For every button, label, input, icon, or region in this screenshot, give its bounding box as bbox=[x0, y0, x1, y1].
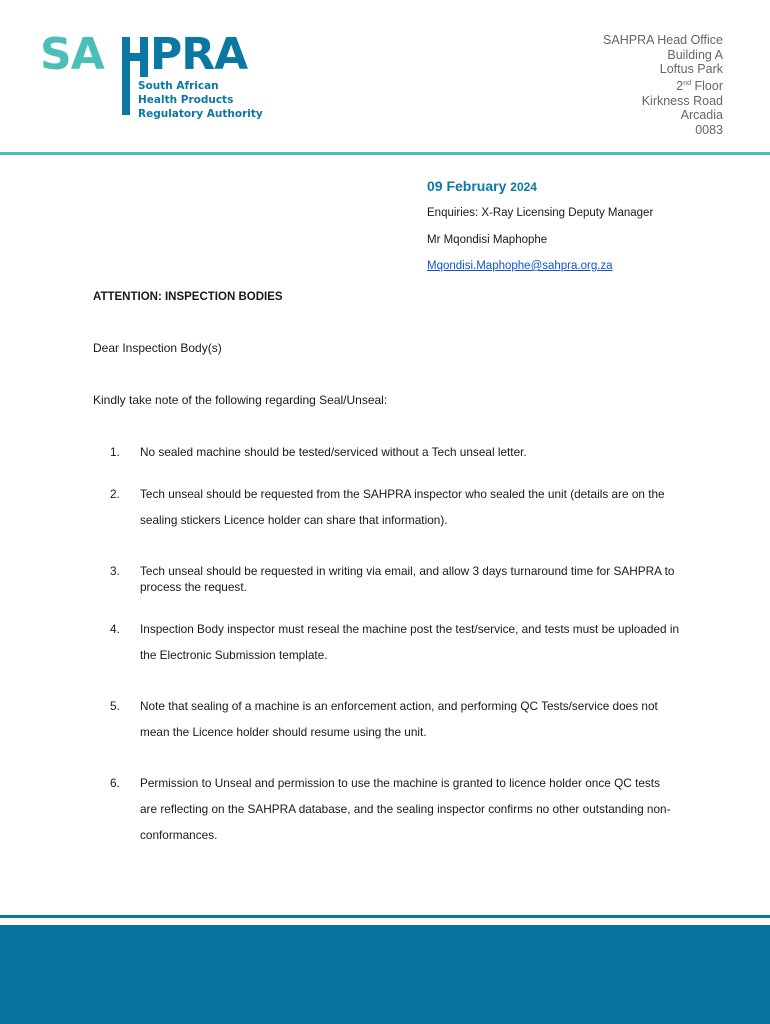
contact-email-link[interactable]: Mqondisi.Maphophe@sahpra.org.za bbox=[427, 260, 613, 272]
address-line-5: Kirkness Road bbox=[641, 93, 723, 108]
list-item-number: 5. bbox=[110, 699, 120, 713]
footer-band bbox=[0, 925, 770, 1024]
address-line-3: Loftus Park bbox=[659, 62, 723, 77]
contact-name: Mr Mqondisi Maphophe bbox=[427, 234, 548, 246]
list-item-text: Tech unseal should be requested from the SAHPRA inspector who sealed the unit (details are on the sealing stickers Licence holder can share that information). bbox=[140, 487, 665, 527]
logo-subtitle-line3: Regulatory Authority bbox=[138, 108, 263, 120]
list-item-text: Tech unseal should be requested in writing via email, and allow 3 days turnaround time for SAHPRA to process the request. bbox=[140, 564, 675, 594]
list-item-text: Inspection Body inspector must reseal the machine post the test/service, and tests must be uploaded in the Electronic Submission template. bbox=[140, 622, 680, 662]
address-floor-suffix: nd bbox=[683, 79, 692, 87]
footer-divider bbox=[0, 915, 770, 918]
enquiries-line: Enquiries: X-Ray Licensing Deputy Manager bbox=[427, 207, 654, 219]
logo-subtitle-line2: Health Products bbox=[138, 94, 234, 106]
logo-subtitle-line1: South African bbox=[138, 80, 219, 92]
list-item-text: Note that sealing of a machine is an enforcement action, and performing QC Tests/service does not mean the Licence holder should resume using the unit. bbox=[140, 699, 658, 739]
letter-date bbox=[427, 178, 757, 194]
address-floor-number: 2 bbox=[676, 78, 684, 93]
logo-h-left-bar bbox=[122, 37, 130, 115]
date-day-month: 09 February bbox=[427, 178, 511, 194]
attention-heading: ATTENTION: INSPECTION BODIES bbox=[93, 291, 283, 303]
logo-h-right-bar bbox=[140, 37, 148, 77]
date-year: 2024 bbox=[510, 180, 537, 194]
address-line-6: Arcadia bbox=[680, 108, 723, 123]
salutation: Dear Inspection Body(s) bbox=[93, 341, 222, 355]
address-line-7: 0083 bbox=[695, 122, 723, 137]
list-item-number: 2. bbox=[110, 487, 120, 501]
sahpra-logo bbox=[40, 29, 280, 123]
list-item-number: 3. bbox=[110, 564, 120, 578]
intro-paragraph: Kindly take note of the following regarding Seal/Unseal: bbox=[93, 393, 388, 407]
list-item-text: Permission to Unseal and permission to use the machine is granted to licence holder once QC tests are reflecting on the SAHPRA database, and the sealing inspector confirms no other outstanding non-conformances. bbox=[140, 776, 671, 842]
list-item-number: 6. bbox=[110, 776, 120, 790]
list-item-number: 4. bbox=[110, 622, 120, 636]
address-line-4 bbox=[603, 77, 723, 94]
logo-subtitle bbox=[138, 79, 263, 121]
letter-meta bbox=[427, 178, 757, 272]
list-item-text: No sealed machine should be tested/serviced without a Tech unseal letter. bbox=[140, 445, 527, 459]
office-address bbox=[603, 33, 723, 137]
address-line-1: SAHPRA Head Office bbox=[603, 33, 723, 47]
header-divider bbox=[0, 152, 770, 155]
logo-text-sa: SA bbox=[40, 29, 104, 80]
address-floor-word: Floor bbox=[691, 78, 723, 93]
address-line-2: Building A bbox=[667, 47, 723, 62]
logo-text-pra: PRA bbox=[150, 29, 248, 80]
list-item-number: 1. bbox=[110, 445, 120, 459]
